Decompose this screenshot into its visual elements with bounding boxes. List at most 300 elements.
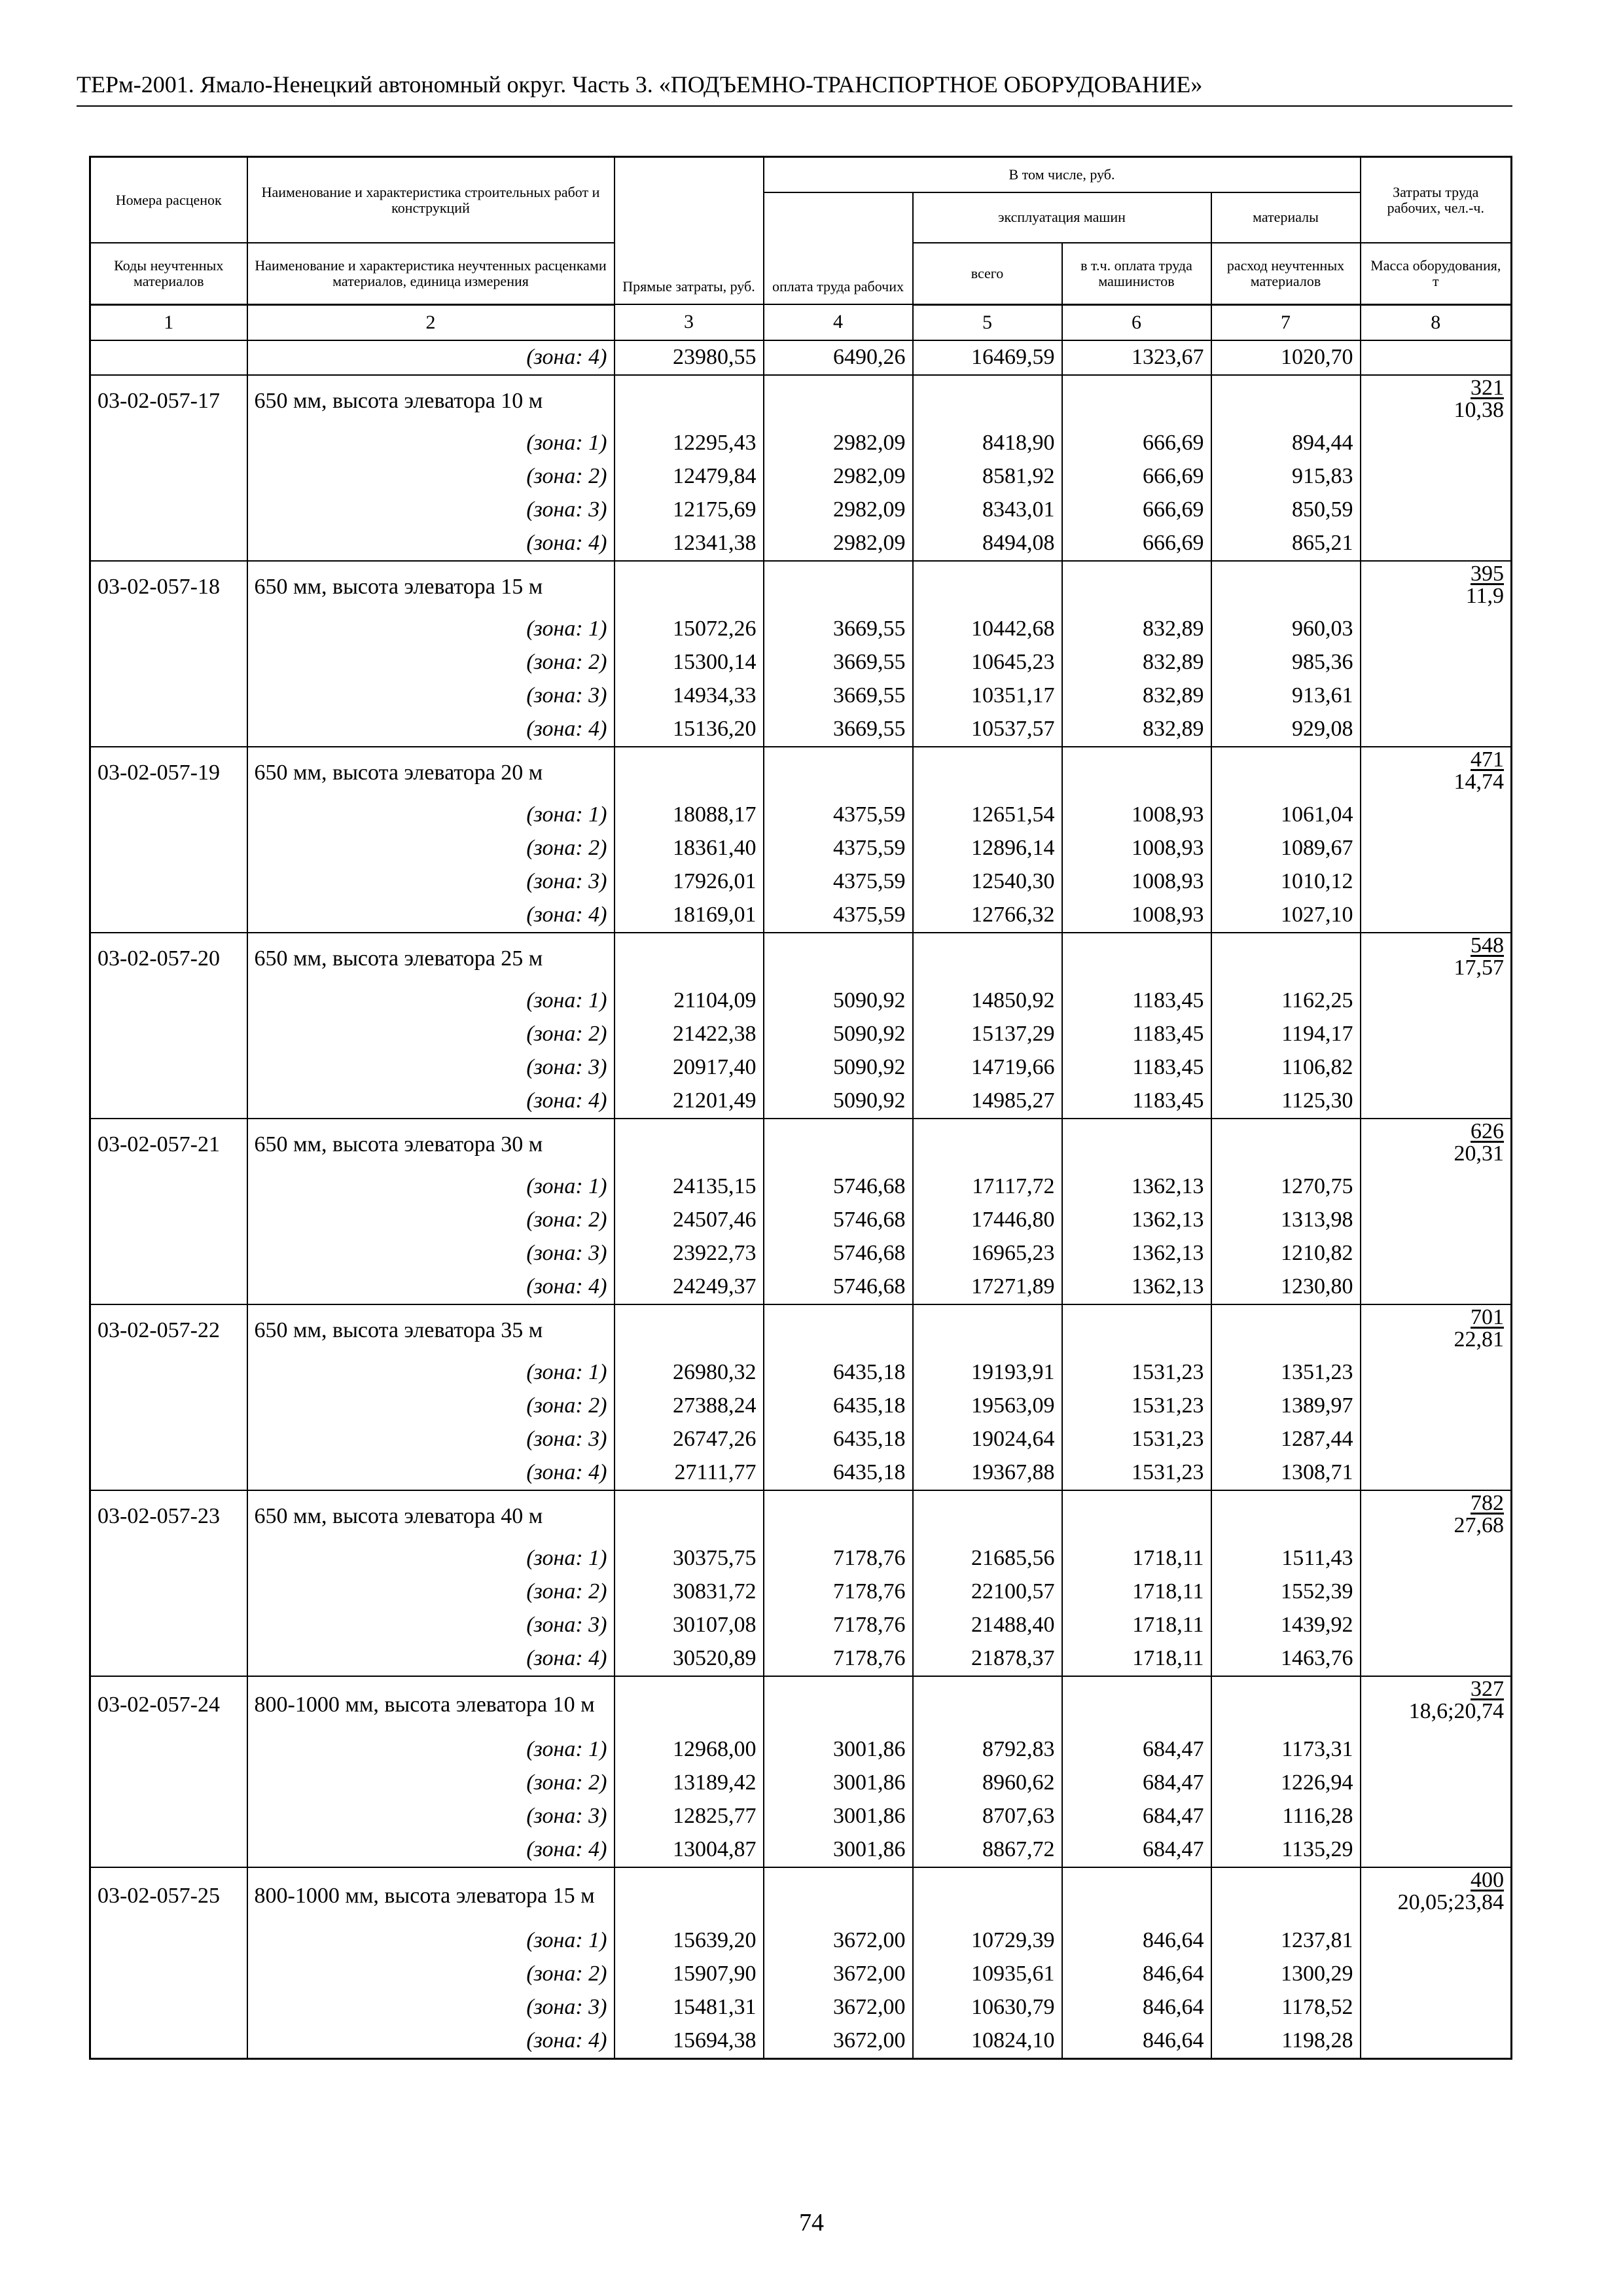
table-row	[90, 527, 1512, 561]
labor-costs: 782	[1471, 1490, 1505, 1515]
machinist-pay: 846,64	[1062, 2024, 1211, 2059]
worker-pay: 7178,76	[764, 1642, 913, 1676]
table-row	[90, 493, 1512, 527]
labor-mass-fraction	[1454, 1492, 1505, 1537]
direct-costs: 12825,77	[615, 1800, 764, 1833]
direct-costs: 21104,09	[615, 984, 764, 1018]
table-row	[90, 646, 1512, 679]
worker-pay: 2982,09	[764, 460, 913, 493]
table-row	[90, 1490, 1512, 1542]
machinist-pay: 832,89	[1062, 646, 1211, 679]
rate-group	[90, 1867, 1512, 2059]
machines-total: 21685,56	[913, 1542, 1062, 1575]
zone-label: (зона: 2)	[247, 1575, 615, 1609]
zone-label: (зона: 3)	[247, 1800, 615, 1833]
direct-costs: 15072,26	[615, 613, 764, 646]
table-row	[90, 984, 1512, 1018]
labor-costs: 471	[1471, 747, 1505, 772]
table-row	[90, 1676, 1512, 1733]
direct-costs: 12968,00	[615, 1733, 764, 1767]
direct-costs: 21201,49	[615, 1085, 764, 1119]
zone-label: (зона: 3)	[247, 1237, 615, 1270]
machines-total: 17271,89	[913, 1270, 1062, 1304]
zone-label: (зона: 2)	[247, 460, 615, 493]
worker-pay: 2982,09	[764, 493, 913, 527]
machinist-pay: 1531,23	[1062, 1456, 1211, 1490]
worker-pay: 7178,76	[764, 1609, 913, 1642]
table-row	[90, 1119, 1512, 1170]
materials: 1020,70	[1211, 340, 1361, 375]
machines-total: 19563,09	[913, 1390, 1062, 1423]
worker-pay: 3672,00	[764, 1958, 913, 1991]
header-work-name: Наименование и характеристика строительных работ и конструкций	[247, 157, 615, 243]
zone-label: (зона: 4)	[247, 1642, 615, 1676]
direct-costs: 18088,17	[615, 798, 764, 832]
worker-pay: 3001,86	[764, 1767, 913, 1800]
machinist-pay: 666,69	[1062, 460, 1211, 493]
machinist-pay: 1008,93	[1062, 798, 1211, 832]
rate-group	[90, 1490, 1512, 1676]
direct-costs: 15694,38	[615, 2024, 764, 2059]
machinist-pay: 1531,23	[1062, 1356, 1211, 1390]
zone-label: (зона: 3)	[247, 1051, 615, 1085]
header-equipment-mass: Масса оборудования, т	[1361, 243, 1512, 304]
materials: 1308,71	[1211, 1456, 1361, 1490]
table-header	[90, 157, 1512, 305]
machines-total: 12896,14	[913, 832, 1062, 865]
machines-total: 8960,62	[913, 1767, 1062, 1800]
machines-total: 19367,88	[913, 1456, 1062, 1490]
zone-label: (зона: 4)	[247, 527, 615, 561]
machines-total: 14985,27	[913, 1085, 1062, 1119]
worker-pay: 5746,68	[764, 1170, 913, 1204]
table-row	[90, 2024, 1512, 2059]
zone-label: (зона: 3)	[247, 1991, 615, 2024]
direct-costs: 18361,40	[615, 832, 764, 865]
materials: 1230,80	[1211, 1270, 1361, 1304]
worker-pay: 2982,09	[764, 527, 913, 561]
rate-name: 650 мм, высота элеватора 30 м	[247, 1119, 615, 1170]
machinist-pay: 1531,23	[1062, 1423, 1211, 1456]
rates-table-wrapper	[89, 156, 1512, 2060]
worker-pay: 6435,18	[764, 1456, 913, 1490]
materials: 1210,82	[1211, 1237, 1361, 1270]
machines-total: 16469,59	[913, 340, 1062, 375]
direct-costs: 17926,01	[615, 865, 764, 899]
rate-group	[90, 747, 1512, 933]
labor-costs: 400	[1471, 1867, 1505, 1892]
materials: 1237,81	[1211, 1924, 1361, 1958]
worker-pay: 3669,55	[764, 713, 913, 747]
rate-group	[90, 1676, 1512, 1867]
machinist-pay: 1183,45	[1062, 1051, 1211, 1085]
labor-costs: 701	[1471, 1304, 1505, 1329]
worker-pay: 2982,09	[764, 427, 913, 460]
machinist-pay: 1183,45	[1062, 1018, 1211, 1051]
labor-mass-fraction	[1454, 377, 1505, 422]
machinist-pay: 684,47	[1062, 1833, 1211, 1867]
machinist-pay: 1183,45	[1062, 1085, 1211, 1119]
materials: 1300,29	[1211, 1958, 1361, 1991]
rate-name: 800-1000 мм, высота элеватора 15 м	[247, 1867, 615, 1924]
header-rule	[77, 105, 1512, 107]
header-labor-costs: Затраты труда рабочих, чел.-ч.	[1361, 157, 1512, 243]
machinist-pay: 1362,13	[1062, 1204, 1211, 1237]
direct-costs: 23922,73	[615, 1237, 764, 1270]
rates-table	[89, 156, 1512, 2060]
labor-mass-fraction	[1454, 935, 1505, 979]
worker-pay: 5746,68	[764, 1270, 913, 1304]
materials: 1270,75	[1211, 1170, 1361, 1204]
machines-total: 17446,80	[913, 1204, 1062, 1237]
worker-pay: 3001,86	[764, 1733, 913, 1767]
direct-costs: 24507,46	[615, 1204, 764, 1237]
worker-pay: 4375,59	[764, 832, 913, 865]
worker-pay: 3001,86	[764, 1833, 913, 1867]
materials: 1313,98	[1211, 1204, 1361, 1237]
rate-name: 650 мм, высота элеватора 20 м	[247, 747, 615, 798]
worker-pay: 3001,86	[764, 1800, 913, 1833]
table-row	[90, 460, 1512, 493]
equipment-mass: 20,31	[1454, 1141, 1505, 1166]
rate-code: 03-02-057-20	[90, 933, 247, 984]
materials: 1173,31	[1211, 1733, 1361, 1767]
machines-total: 16965,23	[913, 1237, 1062, 1270]
worker-pay: 7178,76	[764, 1542, 913, 1575]
table-row	[90, 1237, 1512, 1270]
direct-costs: 12479,84	[615, 460, 764, 493]
rate-name: 650 мм, высота элеватора 35 м	[247, 1304, 615, 1356]
table-row	[90, 1924, 1512, 1958]
header-rate-numbers: Номера расценок	[90, 157, 247, 243]
direct-costs: 15481,31	[615, 1991, 764, 2024]
machines-total: 12540,30	[913, 865, 1062, 899]
machines-total: 8418,90	[913, 427, 1062, 460]
machinist-pay: 832,89	[1062, 679, 1211, 713]
labor-costs: 321	[1471, 375, 1505, 400]
rate-name: 650 мм, высота элеватора 15 м	[247, 561, 615, 613]
table-row	[90, 1575, 1512, 1609]
machines-total: 12651,54	[913, 798, 1062, 832]
zone-label: (зона: 4)	[247, 713, 615, 747]
machines-total: 19193,91	[913, 1356, 1062, 1390]
table-row	[90, 865, 1512, 899]
worker-pay: 3669,55	[764, 679, 913, 713]
labor-mass-fraction	[1454, 1121, 1505, 1165]
equipment-mass: 17,57	[1454, 955, 1505, 980]
machines-total: 8494,08	[913, 527, 1062, 561]
direct-costs: 15639,20	[615, 1924, 764, 1958]
machinist-pay: 1008,93	[1062, 865, 1211, 899]
machinist-pay: 1323,67	[1062, 340, 1211, 375]
table-row	[90, 561, 1512, 613]
materials: 1027,10	[1211, 899, 1361, 933]
rate-group	[90, 1304, 1512, 1490]
labor-mass-fraction	[1454, 749, 1505, 793]
materials: 1439,92	[1211, 1609, 1361, 1642]
rate-code: 03-02-057-21	[90, 1119, 247, 1170]
header-machines-total: всего	[913, 243, 1062, 304]
materials: 1125,30	[1211, 1085, 1361, 1119]
direct-costs: 13189,42	[615, 1767, 764, 1800]
machines-total: 10630,79	[913, 1991, 1062, 2024]
table-row	[90, 1833, 1512, 1867]
page-header: ТЕРм-2001. Ямало-Ненецкий автономный округ. Часть 3. «ПОДЪЕМНО-ТРАНСПОРТНОЕ ОБОРУДОВАНИЕ»	[77, 71, 1203, 98]
direct-costs: 24249,37	[615, 1270, 764, 1304]
machinist-pay: 832,89	[1062, 613, 1211, 646]
rate-name: 650 мм, высота элеватора 25 м	[247, 933, 615, 984]
zone-label: (зона: 1)	[247, 427, 615, 460]
equipment-mass: 10,38	[1454, 397, 1505, 422]
direct-costs: 18169,01	[615, 899, 764, 933]
machines-total: 12766,32	[913, 899, 1062, 933]
labor-costs: 626	[1471, 1119, 1505, 1143]
worker-pay: 6435,18	[764, 1423, 913, 1456]
table-row	[90, 1733, 1512, 1767]
column-number: 3	[615, 304, 764, 340]
worker-pay: 5090,92	[764, 1018, 913, 1051]
worker-pay: 5746,68	[764, 1237, 913, 1270]
zone-label: (зона: 3)	[247, 493, 615, 527]
zone-label: (зона: 4)	[247, 1270, 615, 1304]
materials: 929,08	[1211, 713, 1361, 747]
materials: 1162,25	[1211, 984, 1361, 1018]
direct-costs: 15300,14	[615, 646, 764, 679]
direct-costs: 13004,87	[615, 1833, 764, 1867]
table-row	[90, 1390, 1512, 1423]
direct-costs: 24135,15	[615, 1170, 764, 1204]
machines-total: 15137,29	[913, 1018, 1062, 1051]
table-row	[90, 1958, 1512, 1991]
column-number: 4	[764, 304, 913, 340]
materials: 1287,44	[1211, 1423, 1361, 1456]
zone-label: (зона: 4)	[247, 899, 615, 933]
machinist-pay: 1718,11	[1062, 1542, 1211, 1575]
rate-code: 03-02-057-17	[90, 375, 247, 427]
column-numbers	[90, 304, 1512, 340]
rate-code: 03-02-057-25	[90, 1867, 247, 1924]
materials: 985,36	[1211, 646, 1361, 679]
zone-label: (зона: 1)	[247, 1170, 615, 1204]
machines-total: 19024,64	[913, 1423, 1062, 1456]
machinist-pay: 666,69	[1062, 493, 1211, 527]
column-number: 2	[247, 304, 615, 340]
labor-mass-fraction	[1398, 1869, 1504, 1914]
table-row	[90, 1800, 1512, 1833]
zone-label: (зона: 1)	[247, 1733, 615, 1767]
machines-total: 8867,72	[913, 1833, 1062, 1867]
materials: 865,21	[1211, 527, 1361, 561]
header-machine-operation: эксплуатация машин	[913, 192, 1211, 243]
worker-pay: 6435,18	[764, 1356, 913, 1390]
machinist-pay: 666,69	[1062, 527, 1211, 561]
direct-costs: 12295,43	[615, 427, 764, 460]
table-row	[90, 798, 1512, 832]
table-row	[90, 1018, 1512, 1051]
direct-costs: 20917,40	[615, 1051, 764, 1085]
machines-total: 10824,10	[913, 2024, 1062, 2059]
table-row	[90, 1642, 1512, 1676]
rate-name: 650 мм, высота элеватора 10 м	[247, 375, 615, 427]
zone-label: (зона: 3)	[247, 679, 615, 713]
table-row	[90, 1204, 1512, 1237]
materials: 1351,23	[1211, 1356, 1361, 1390]
zone-label: (зона: 4)	[247, 340, 615, 375]
zone-label: (зона: 2)	[247, 1390, 615, 1423]
machinist-pay: 846,64	[1062, 1924, 1211, 1958]
machines-total: 14719,66	[913, 1051, 1062, 1085]
direct-costs: 30107,08	[615, 1609, 764, 1642]
equipment-mass: 20,05;23,84	[1397, 1890, 1505, 1914]
machines-total: 21488,40	[913, 1609, 1062, 1642]
worker-pay: 4375,59	[764, 798, 913, 832]
direct-costs: 27388,24	[615, 1390, 764, 1423]
rate-name: 800-1000 мм, высота элеватора 10 м	[247, 1676, 615, 1733]
page-number: 74	[799, 2209, 824, 2236]
labor-mass-fraction	[1454, 1306, 1505, 1351]
direct-costs: 26980,32	[615, 1356, 764, 1390]
materials: 1178,52	[1211, 1991, 1361, 2024]
table-row	[90, 613, 1512, 646]
header-including: В том числе, руб.	[764, 157, 1361, 192]
zone-label: (зона: 4)	[247, 1833, 615, 1867]
header-material-consumption: расход неучтенных материалов	[1211, 243, 1361, 304]
materials: 1194,17	[1211, 1018, 1361, 1051]
labor-costs: 395	[1471, 561, 1505, 586]
column-number: 1	[90, 304, 247, 340]
header-direct-costs: Прямые затраты, руб.	[615, 157, 764, 305]
table-row	[90, 1456, 1512, 1490]
materials: 894,44	[1211, 427, 1361, 460]
worker-pay: 5090,92	[764, 1085, 913, 1119]
worker-pay: 4375,59	[764, 865, 913, 899]
worker-pay: 3669,55	[764, 646, 913, 679]
zone-label: (зона: 1)	[247, 798, 615, 832]
machinist-pay: 1362,13	[1062, 1170, 1211, 1204]
direct-costs: 30520,89	[615, 1642, 764, 1676]
equipment-mass: 18,6;20,74	[1408, 1698, 1505, 1723]
table-row	[90, 1085, 1512, 1119]
materials: 1089,67	[1211, 832, 1361, 865]
materials: 1106,82	[1211, 1051, 1361, 1085]
rate-group	[90, 561, 1512, 747]
machinist-pay: 684,47	[1062, 1733, 1211, 1767]
materials: 960,03	[1211, 613, 1361, 646]
machinist-pay: 1008,93	[1062, 832, 1211, 865]
rate-group	[90, 933, 1512, 1119]
zone-label: (зона: 3)	[247, 1423, 615, 1456]
direct-costs: 15907,90	[615, 1958, 764, 1991]
machinist-pay: 684,47	[1062, 1800, 1211, 1833]
table-row	[90, 1867, 1512, 1924]
column-number: 5	[913, 304, 1062, 340]
machinist-pay: 684,47	[1062, 1767, 1211, 1800]
machinist-pay: 1183,45	[1062, 984, 1211, 1018]
labor-costs: 327	[1471, 1676, 1505, 1701]
worker-pay: 5746,68	[764, 1204, 913, 1237]
table-row	[90, 1356, 1512, 1390]
table-row	[90, 1991, 1512, 2024]
direct-costs: 30375,75	[615, 1542, 764, 1575]
zone-label: (зона: 2)	[247, 1204, 615, 1237]
machinist-pay: 846,64	[1062, 1958, 1211, 1991]
direct-costs: 23980,55	[615, 340, 764, 375]
equipment-mass: 14,74	[1454, 769, 1505, 794]
materials: 850,59	[1211, 493, 1361, 527]
machines-total: 21878,37	[913, 1642, 1062, 1676]
machines-total: 22100,57	[913, 1575, 1062, 1609]
machinist-pay: 1362,13	[1062, 1237, 1211, 1270]
table-row	[90, 1767, 1512, 1800]
machines-total: 17117,72	[913, 1170, 1062, 1204]
worker-pay: 3669,55	[764, 613, 913, 646]
equipment-mass: 22,81	[1454, 1327, 1505, 1352]
materials: 915,83	[1211, 460, 1361, 493]
machines-total: 10935,61	[913, 1958, 1062, 1991]
machines-total: 10442,68	[913, 613, 1062, 646]
machines-total: 10645,23	[913, 646, 1062, 679]
machinist-pay: 1718,11	[1062, 1609, 1211, 1642]
rate-code: 03-02-057-19	[90, 747, 247, 798]
machines-total: 10351,17	[913, 679, 1062, 713]
table-row	[90, 1542, 1512, 1575]
rate-code: 03-02-057-24	[90, 1676, 247, 1733]
header-materials: материалы	[1211, 192, 1361, 243]
table-row	[90, 1423, 1512, 1456]
materials: 913,61	[1211, 679, 1361, 713]
direct-costs: 21422,38	[615, 1018, 764, 1051]
header-material-name: Наименование и характеристика неучтенных расценками материалов, единица измерения	[247, 243, 615, 304]
direct-costs: 26747,26	[615, 1423, 764, 1456]
materials: 1226,94	[1211, 1767, 1361, 1800]
materials: 1198,28	[1211, 2024, 1361, 2059]
labor-costs: 548	[1471, 933, 1505, 958]
zone-label: (зона: 2)	[247, 1018, 615, 1051]
materials: 1061,04	[1211, 798, 1361, 832]
table-row	[90, 340, 1512, 375]
machinist-pay: 846,64	[1062, 1991, 1211, 2024]
labor-mass-fraction	[1409, 1678, 1504, 1723]
header-machinist-pay: в т.ч. оплата труда машинистов	[1062, 243, 1211, 304]
materials: 1389,97	[1211, 1390, 1361, 1423]
direct-costs: 30831,72	[615, 1575, 764, 1609]
carryover-group	[90, 340, 1512, 375]
worker-pay: 6490,26	[764, 340, 913, 375]
zone-label: (зона: 2)	[247, 1958, 615, 1991]
zone-label: (зона: 4)	[247, 2024, 615, 2059]
zone-label: (зона: 3)	[247, 865, 615, 899]
materials: 1511,43	[1211, 1542, 1361, 1575]
worker-pay: 4375,59	[764, 899, 913, 933]
machines-total: 8343,01	[913, 493, 1062, 527]
rate-group	[90, 1119, 1512, 1304]
materials: 1552,39	[1211, 1575, 1361, 1609]
table-row	[90, 1051, 1512, 1085]
table-row	[90, 1170, 1512, 1204]
zone-label: (зона: 1)	[247, 984, 615, 1018]
zone-label: (зона: 1)	[247, 1542, 615, 1575]
machinist-pay: 666,69	[1062, 427, 1211, 460]
table-row	[90, 713, 1512, 747]
machines-total: 8581,92	[913, 460, 1062, 493]
table-row	[90, 899, 1512, 933]
machinist-pay: 1718,11	[1062, 1575, 1211, 1609]
table-row	[90, 747, 1512, 798]
zone-label: (зона: 4)	[247, 1456, 615, 1490]
zone-label: (зона: 2)	[247, 646, 615, 679]
rate-group	[90, 375, 1512, 561]
table-row	[90, 679, 1512, 713]
